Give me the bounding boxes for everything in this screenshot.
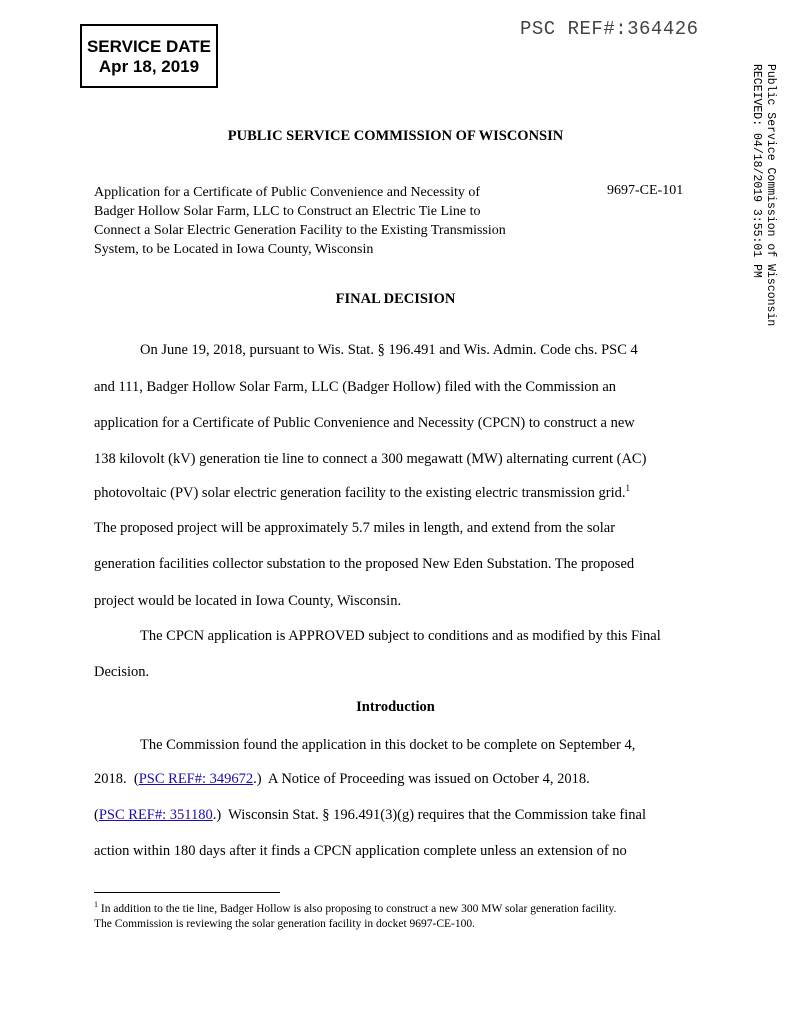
commission-title: PUBLIC SERVICE COMMISSION OF WISCONSIN <box>227 128 564 144</box>
footnote-text: In addition to the tie line, Badger Hollow is also proposing to construct a new 300 MW solar generation facility. <box>98 903 617 915</box>
paragraph-text: .) Wisconsin Stat. § 196.491(3)(g) requires that the Commission take final <box>212 807 647 823</box>
service-date-label: SERVICE DATE <box>86 37 212 56</box>
paragraph-line: generation facilities collector substation to the proposed New Eden Substation. The proposed <box>94 556 635 572</box>
introduction-heading: Introduction <box>356 699 435 715</box>
received-stamp-line2: RECEIVED: 04/18/2019 3:55:01 PM <box>750 64 763 278</box>
paragraph-line: project would be located in Iowa County, Wisconsin. <box>94 593 402 609</box>
caption-line: Application for a Certificate of Public Convenience and Necessity of <box>94 185 481 200</box>
footnote-divider <box>94 892 280 893</box>
caption-line: System, to be Located in Iowa County, Wisconsin <box>94 242 374 257</box>
paragraph-line: 138 kilovolt (kV) generation tie line to connect a 300 megawatt (MW) alternating current (AC) <box>94 451 647 467</box>
decision-heading: FINAL DECISION <box>335 291 456 307</box>
footnote-reference[interactable]: 1 <box>625 483 631 494</box>
caption-line: Badger Hollow Solar Farm, LLC to Construct an Electric Tie Line to <box>94 204 481 219</box>
case-caption <box>94 183 564 259</box>
psc-ref-link[interactable]: PSC REF#: 351180 <box>98 807 213 823</box>
paragraph-text: ( <box>94 807 99 823</box>
paragraph-line: action within 180 days after it finds a CPCN application complete unless an extension of no <box>94 843 627 859</box>
paragraph-text: photovoltaic (PV) solar electric generation facility to the existing electric transmission grid. <box>94 485 626 501</box>
paragraph-line: The CPCN application is APPROVED subject to conditions and as modified by this Final <box>140 628 661 644</box>
service-date-stamp <box>80 24 218 88</box>
footnote-line: The Commission is reviewing the solar generation facility in docket 9697-CE-100. <box>94 918 476 930</box>
paragraph-line: application for a Certificate of Public Convenience and Necessity (CPCN) to construct a new <box>94 415 635 431</box>
paragraph-text: 2018. ( <box>94 771 139 787</box>
paragraph-line: The Commission found the application in this docket to be complete on September 4, <box>140 737 636 753</box>
received-stamp-line1: Public Service Commission of Wisconsin <box>764 64 777 327</box>
paragraph-line: On June 19, 2018, pursuant to Wis. Stat. § 196.491 and Wis. Admin. Code chs. PSC 4 <box>140 342 638 358</box>
service-date-value: Apr 18, 2019 <box>98 57 200 76</box>
docket-number: 9697-CE-101 <box>607 183 684 198</box>
paragraph-line <box>94 485 630 502</box>
paragraph-line: Decision. <box>94 664 150 680</box>
psc-ref-number: PSC REF#:364426 <box>520 18 699 40</box>
paragraph-line <box>94 807 646 824</box>
caption-line: Connect a Solar Electric Generation Facility to the Existing Transmission <box>94 223 506 238</box>
paragraph-text: .) A Notice of Proceeding was issued on October 4, 2018. <box>253 771 590 787</box>
paragraph-line: and 111, Badger Hollow Solar Farm, LLC (Badger Hollow) filed with the Commission an <box>94 379 617 395</box>
psc-ref-link[interactable]: PSC REF#: 349672 <box>138 771 254 787</box>
footnote-mark: 1 <box>94 900 98 910</box>
paragraph-line: The proposed project will be approximately 5.7 miles in length, and extend from the solar <box>94 520 616 536</box>
paragraph-line <box>94 771 590 788</box>
footnote <box>94 902 616 932</box>
footnote-line <box>94 902 616 917</box>
